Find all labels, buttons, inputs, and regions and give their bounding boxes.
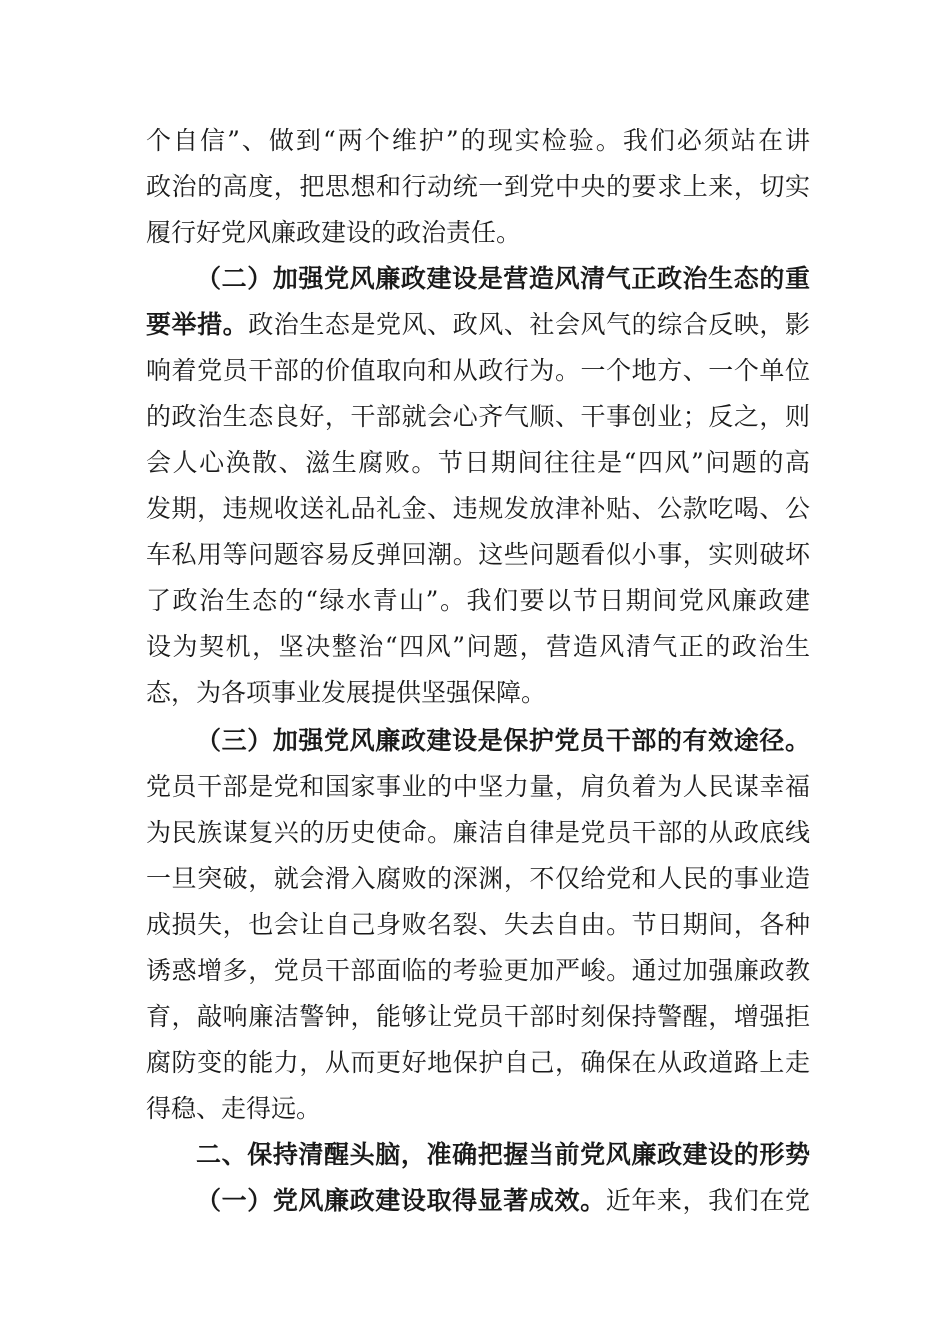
text: 了政治生态的“绿水青山”。我们要以节日期间党风廉政建	[146, 586, 810, 615]
body-text-line	[146, 348, 810, 394]
text: 腐防变的能力，从而更好地保护自己，确保在从政道路上走	[146, 1048, 810, 1077]
body-text-line	[146, 948, 810, 994]
section-heading-bold: （三）加强党风廉政建设是保护党员干部的有效途径。	[196, 726, 810, 755]
text: 响着党员干部的价值取向和从政行为。一个地方、一个单位	[146, 356, 810, 385]
text: 态，为各项事业发展提供坚强保障。	[146, 678, 547, 707]
text: 发期，违规收送礼品礼金、违规发放津补贴、公款吃喝、公	[146, 494, 810, 523]
text: 会人心涣散、滋生腐败。节日期间往往是“四风”问题的高	[146, 448, 810, 477]
body-text-line	[196, 1178, 810, 1224]
text: 的政治生态良好，干部就会心齐气顺、干事创业；反之，则	[146, 402, 810, 431]
text: 为民族谋复兴的历史使命。廉洁自律是党员干部的从政底线	[146, 818, 810, 847]
body-text-line	[146, 902, 810, 948]
text: 诱惑增多，党员干部面临的考验更加严峻。通过加强廉政教	[146, 956, 810, 985]
body-text-line	[146, 164, 810, 210]
text: 近年来，我们在党	[605, 1186, 810, 1215]
body-text-line	[146, 532, 810, 578]
body-text-line	[146, 810, 810, 856]
body-text-line	[146, 486, 810, 532]
text: 成损失，也会让自己身败名裂、失去自由。节日期间，各种	[146, 910, 810, 939]
section-heading-bold: 要举措。	[146, 310, 249, 339]
section-heading-line	[196, 718, 810, 764]
body-text-line	[146, 624, 810, 670]
text: 个自信”、做到“两个维护”的现实检验。我们必须站在讲	[146, 126, 810, 155]
body-text-line	[146, 670, 810, 716]
section-heading-line	[196, 256, 810, 302]
text: 车私用等问题容易反弹回潮。这些问题看似小事，实则破坏	[146, 540, 810, 569]
text: 一旦突破，就会滑入腐败的深渊，不仅给党和人民的事业造	[146, 864, 810, 893]
body-text-line	[146, 856, 810, 902]
section-heading-bold: （二）加强党风廉政建设是营造风清气正政治生态的重	[196, 264, 810, 293]
text: 得稳、走得远。	[146, 1094, 322, 1123]
body-text-line	[146, 394, 810, 440]
text: 党员干部是党和国家事业的中坚力量，肩负着为人民谋幸福	[146, 772, 810, 801]
body-text-line	[146, 764, 810, 810]
section-heading-bold: （一）党风廉政建设取得显著成效。	[196, 1186, 606, 1215]
body-text-line	[146, 118, 810, 164]
body-text-line	[146, 302, 810, 348]
chapter-heading: 二、保持清醒头脑，准确把握当前党风廉政建设的形势	[196, 1140, 810, 1169]
text: 育，敲响廉洁警钟，能够让党员干部时刻保持警醒，增强拒	[146, 1002, 810, 1031]
text: 政治生态是党风、政风、社会风气的综合反映，影	[248, 310, 810, 339]
text: 设为契机，坚决整治“四风”问题，营造风清气正的政治生	[146, 632, 810, 661]
text: 政治的高度，把思想和行动统一到党中央的要求上来，切实	[146, 172, 810, 201]
body-text-line	[146, 1040, 810, 1086]
body-text-line	[146, 994, 810, 1040]
body-text-line	[146, 210, 810, 256]
body-text-line	[146, 440, 810, 486]
body-text-line	[146, 1086, 810, 1132]
text: 履行好党风廉政建设的政治责任。	[146, 218, 522, 247]
body-text-line	[146, 578, 810, 624]
